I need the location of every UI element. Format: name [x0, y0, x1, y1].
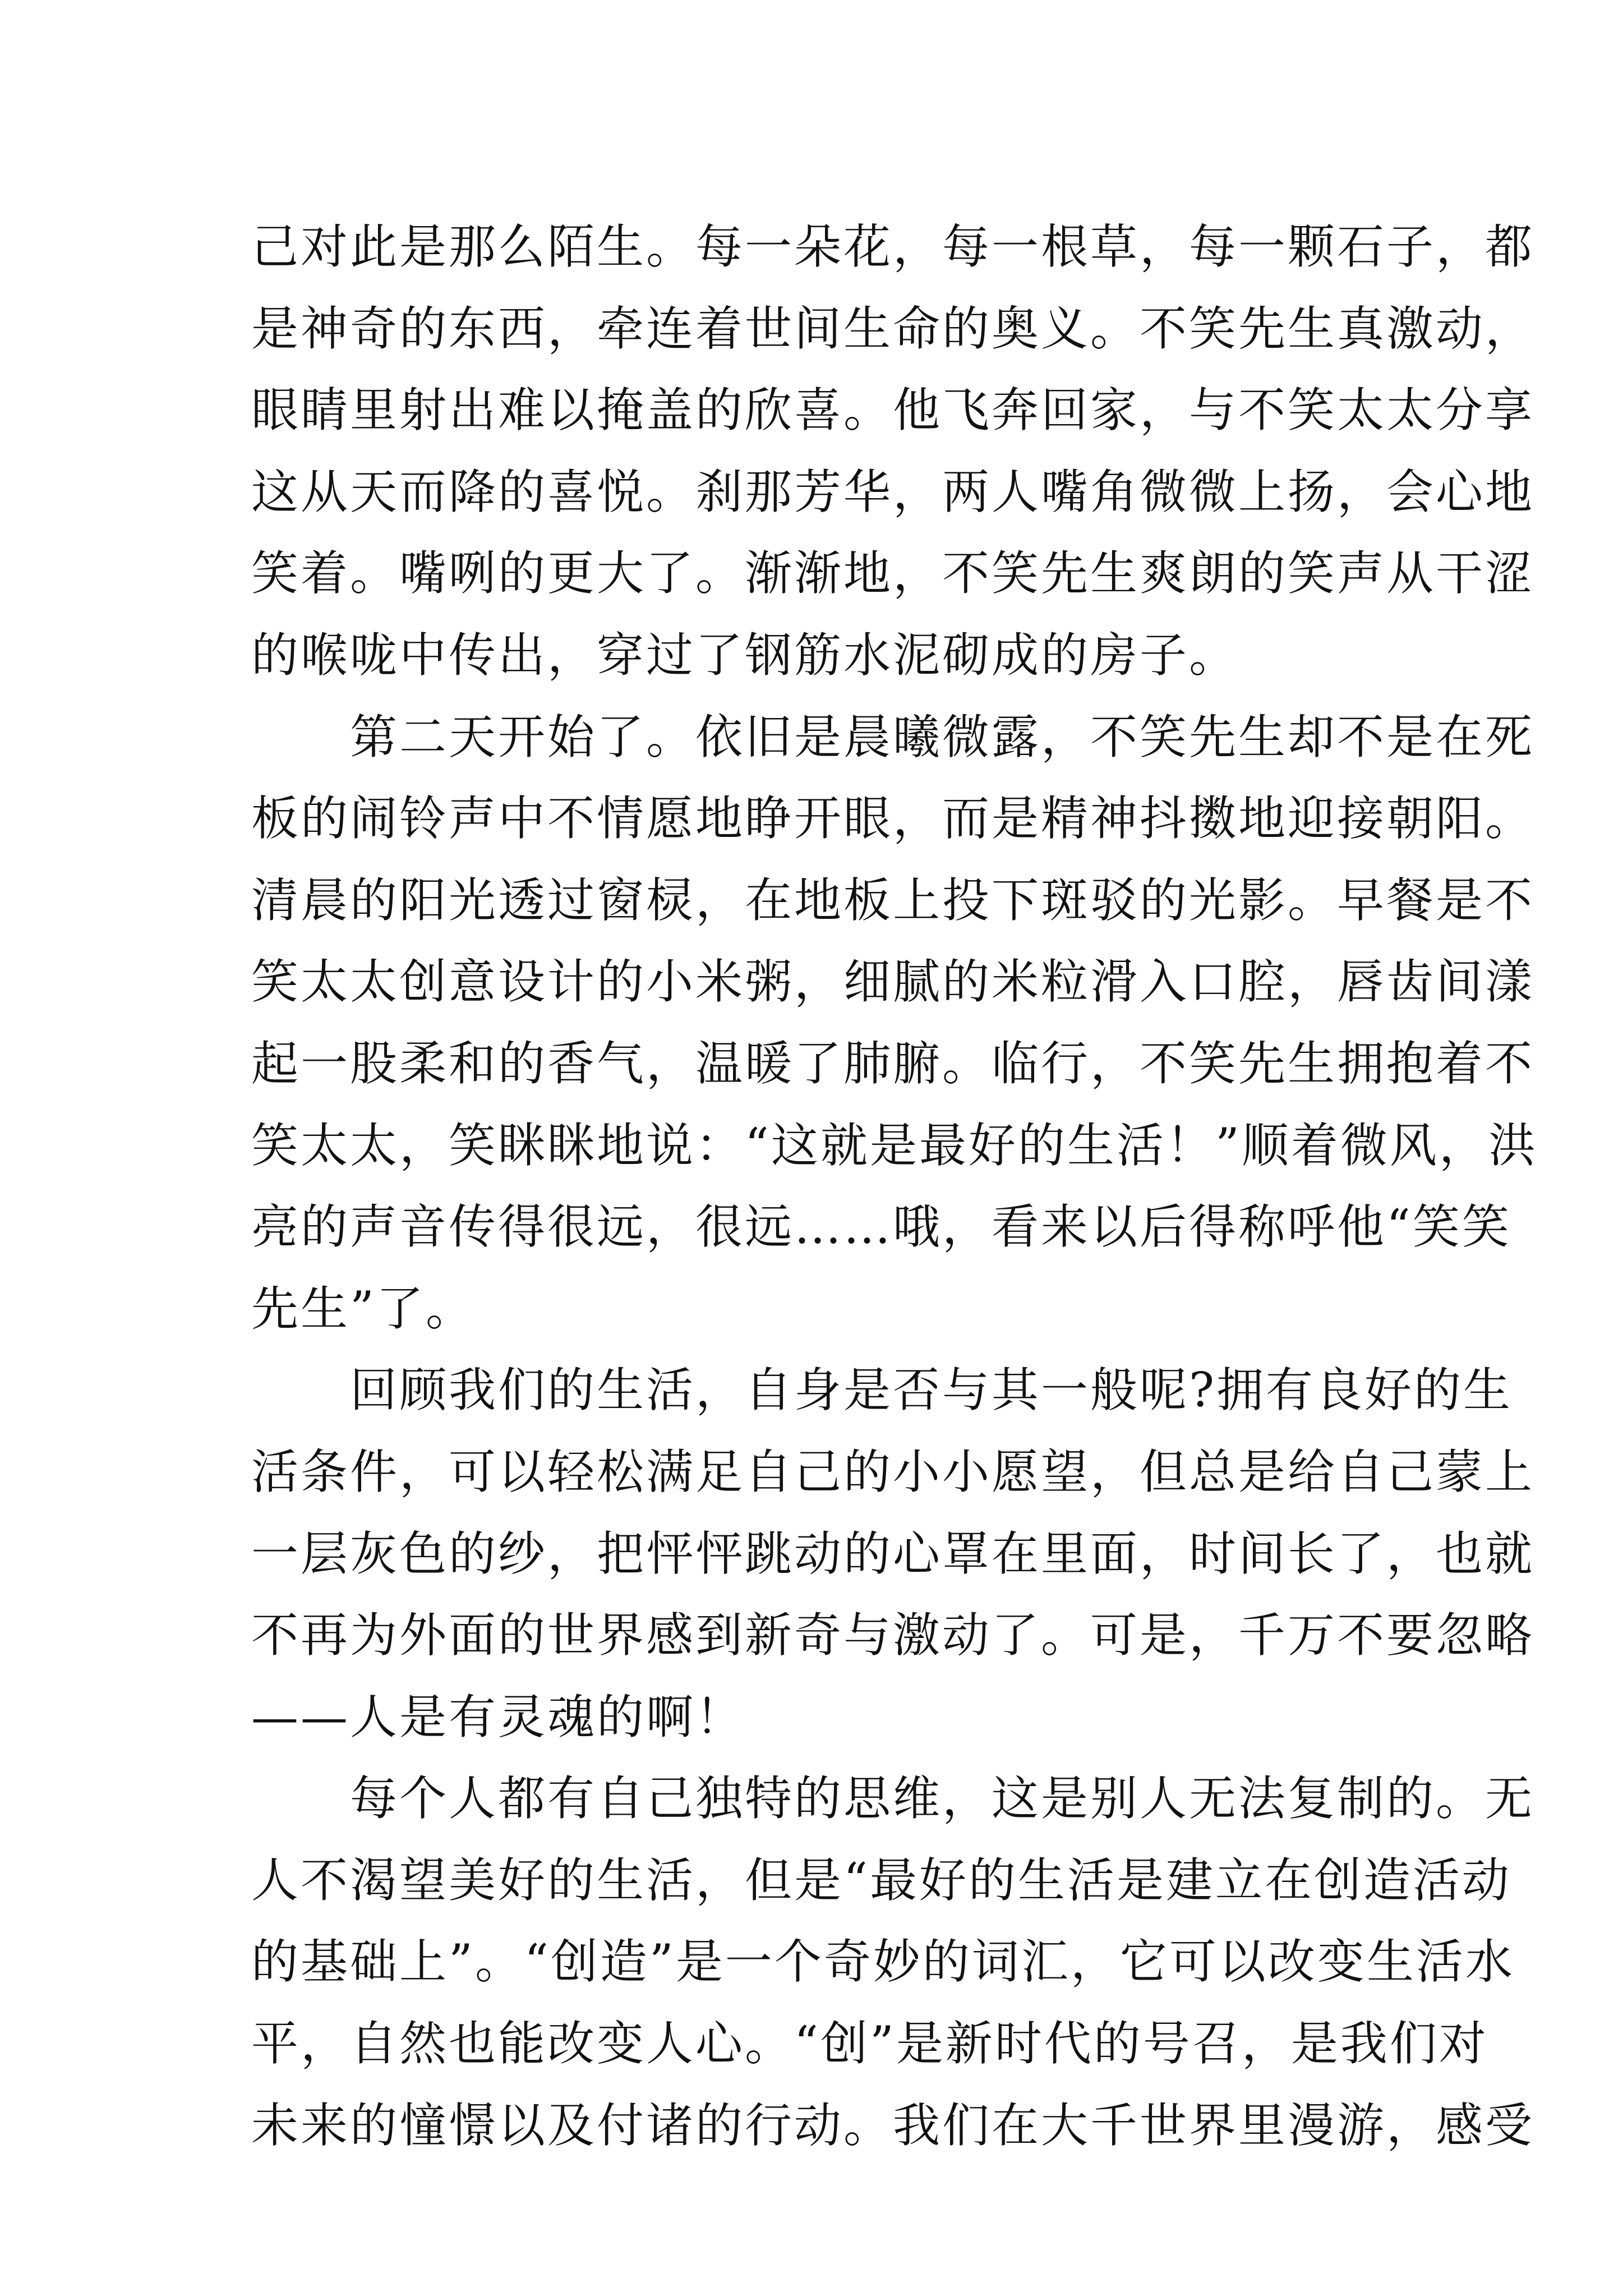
text-line: 的喉咙中传出，穿过了钢筋水泥砌成的房子。 — [251, 627, 1239, 683]
text-line: 不再为外面的世界感到新奇与激动了。可是，千万不要忽略 — [251, 1608, 1535, 1663]
text-line: 亮的声音传得很远，很远……哦，看来以后得称呼他“笑笑 — [251, 1199, 1511, 1255]
text-line: 清晨的阳光透过窗棂，在地板上投下斑驳的光影。早餐是不 — [251, 872, 1535, 928]
body-text — [251, 206, 1538, 2166]
text-line: 起一股柔和的香气，温暖了肺腑。临行，不笑先生拥抱着不 — [251, 1036, 1535, 1091]
text-line: 活条件，可以轻松满足自己的小小愿望，但总是给自己蒙上 — [251, 1444, 1535, 1499]
text-line: 笑太太创意设计的小米粥，细腻的米粒滑入口腔，唇齿间漾 — [251, 954, 1535, 1010]
text-line: 一层灰色的纱，把怦怦跳动的心罩在里面，时间长了，也就 — [251, 1526, 1535, 1581]
text-line: 第二天开始了。依旧是晨曦微露，不笑先生却不是在死 — [251, 709, 1535, 765]
text-line: 人不渴望美好的生活，但是“最好的生活是建立在创造活动 — [251, 1852, 1511, 1908]
text-line: ——人是有灵魂的啊！ — [251, 1689, 745, 1745]
text-line: 己对此是那么陌生。每一朵花，每一根草，每一颗石子，都 — [251, 219, 1535, 274]
text-line: 这从天而降的喜悦。刹那芳华，两人嘴角微微上扬，会心地 — [251, 464, 1535, 519]
text-line: 笑着。嘴咧的更大了。渐渐地，不笑先生爽朗的笑声从干涩 — [251, 546, 1535, 601]
text-line: 未来的憧憬以及付诸的行动。我们在大千世界里漫游，感受 — [251, 2097, 1535, 2153]
text-line: 笑太太，笑眯眯地说：“这就是最好的生活！”顺着微风，洪 — [251, 1117, 1538, 1173]
text-line: 是神奇的东西，牵连着世间生命的奥义。不笑先生真激动， — [251, 301, 1535, 356]
text-line: 板的闹铃声中不情愿地睁开眼，而是精神抖擞地迎接朝阳。 — [251, 791, 1535, 846]
text-line: 每个人都有自己独特的思维，这是别人无法复制的。无 — [251, 1771, 1535, 1826]
text-line: 先生”了。 — [251, 1281, 475, 1336]
text-line: 平，自然也能改变人心。“创”是新时代的号召，是我们对 — [251, 2016, 1488, 2072]
text-line: 回顾我们的生活，自身是否与其一般呢?拥有良好的生 — [251, 1363, 1513, 1418]
text-line: 的基础上”。“创造”是一个奇妙的词汇，它可以改变生活水 — [251, 1934, 1515, 1990]
text-line: 眼睛里射出难以掩盖的欣喜。他飞奔回家，与不笑太太分享 — [251, 383, 1535, 438]
